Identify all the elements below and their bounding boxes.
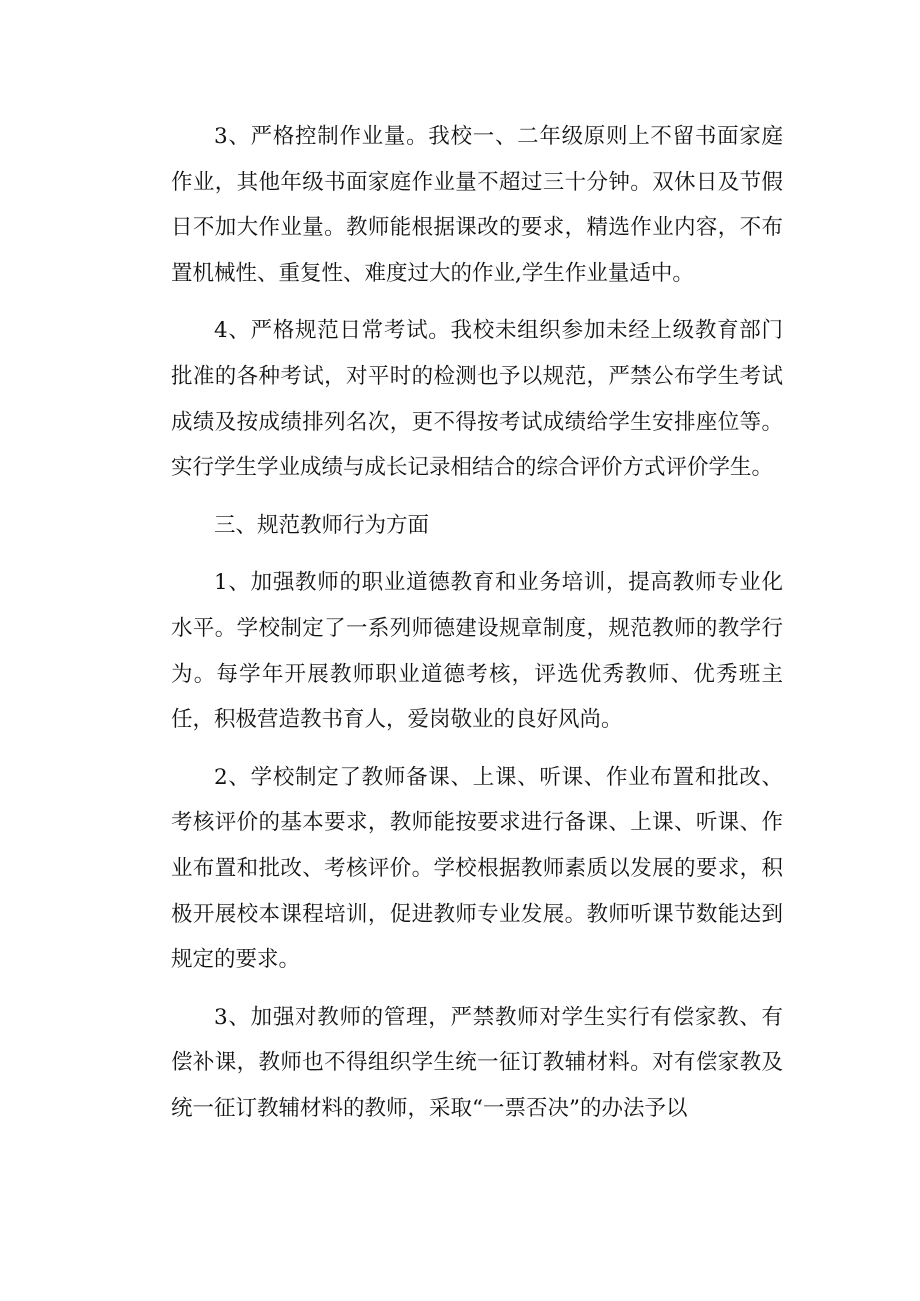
section-heading-teacher-behavior: 三、规范教师行为方面: [214, 512, 430, 538]
paragraph-teacher-ethics-training: 1、加强教师的职业道德教育和业务培训，提高教师专业化水平。学校制定了一系列师德建设规章制度，规范教师的教学行为。每学年开展教师职业道德考核，评选优秀教师、优秀班主任，积极营造教书育人，爱岗敬业的良好风尚。: [171, 570, 783, 733]
paragraph-homework-control: 3、严格控制作业量。我校一、二年级原则上不留书面家庭作业，其他年级书面家庭作业量不超过三十分钟。双休日及节假日不加大作业量。教师能根据课改的要求，精选作业内容，不布置机械性、重复性、难度过大的作业,学生作业量适中。: [171, 124, 783, 286]
document-body: [171, 114, 783, 1143]
paragraph-teaching-requirements: 2、学校制定了教师备课、上课、听课、作业布置和批改、考核评价的基本要求，教师能按要求进行备课、上课、听课、作业布置和批改、考核评价。学校根据教师素质以发展的要求，积极开展校本课程培训，促进教师专业发展。教师听课节数能达到规定的要求。: [171, 764, 783, 973]
paragraph-teacher-management: 3、加强对教师的管理，严禁教师对学生实行有偿家教、有偿补课，教师也不得组织学生统一征订教辅材料。对有偿家教及统一征订教辅材料的教师，采取“一票否决”的办法予以: [171, 1004, 783, 1121]
paragraph-exam-regulation: 4、严格规范日常考试。我校未组织参加未经上级教育部门批准的各种考试，对平时的检测也予以规范，严禁公布学生考试成绩及按成绩排列名次，更不得按考试成绩给学生安排座位等。实行学生学业成绩与成长记录相结合的综合评价方式评价学生。: [171, 318, 783, 481]
